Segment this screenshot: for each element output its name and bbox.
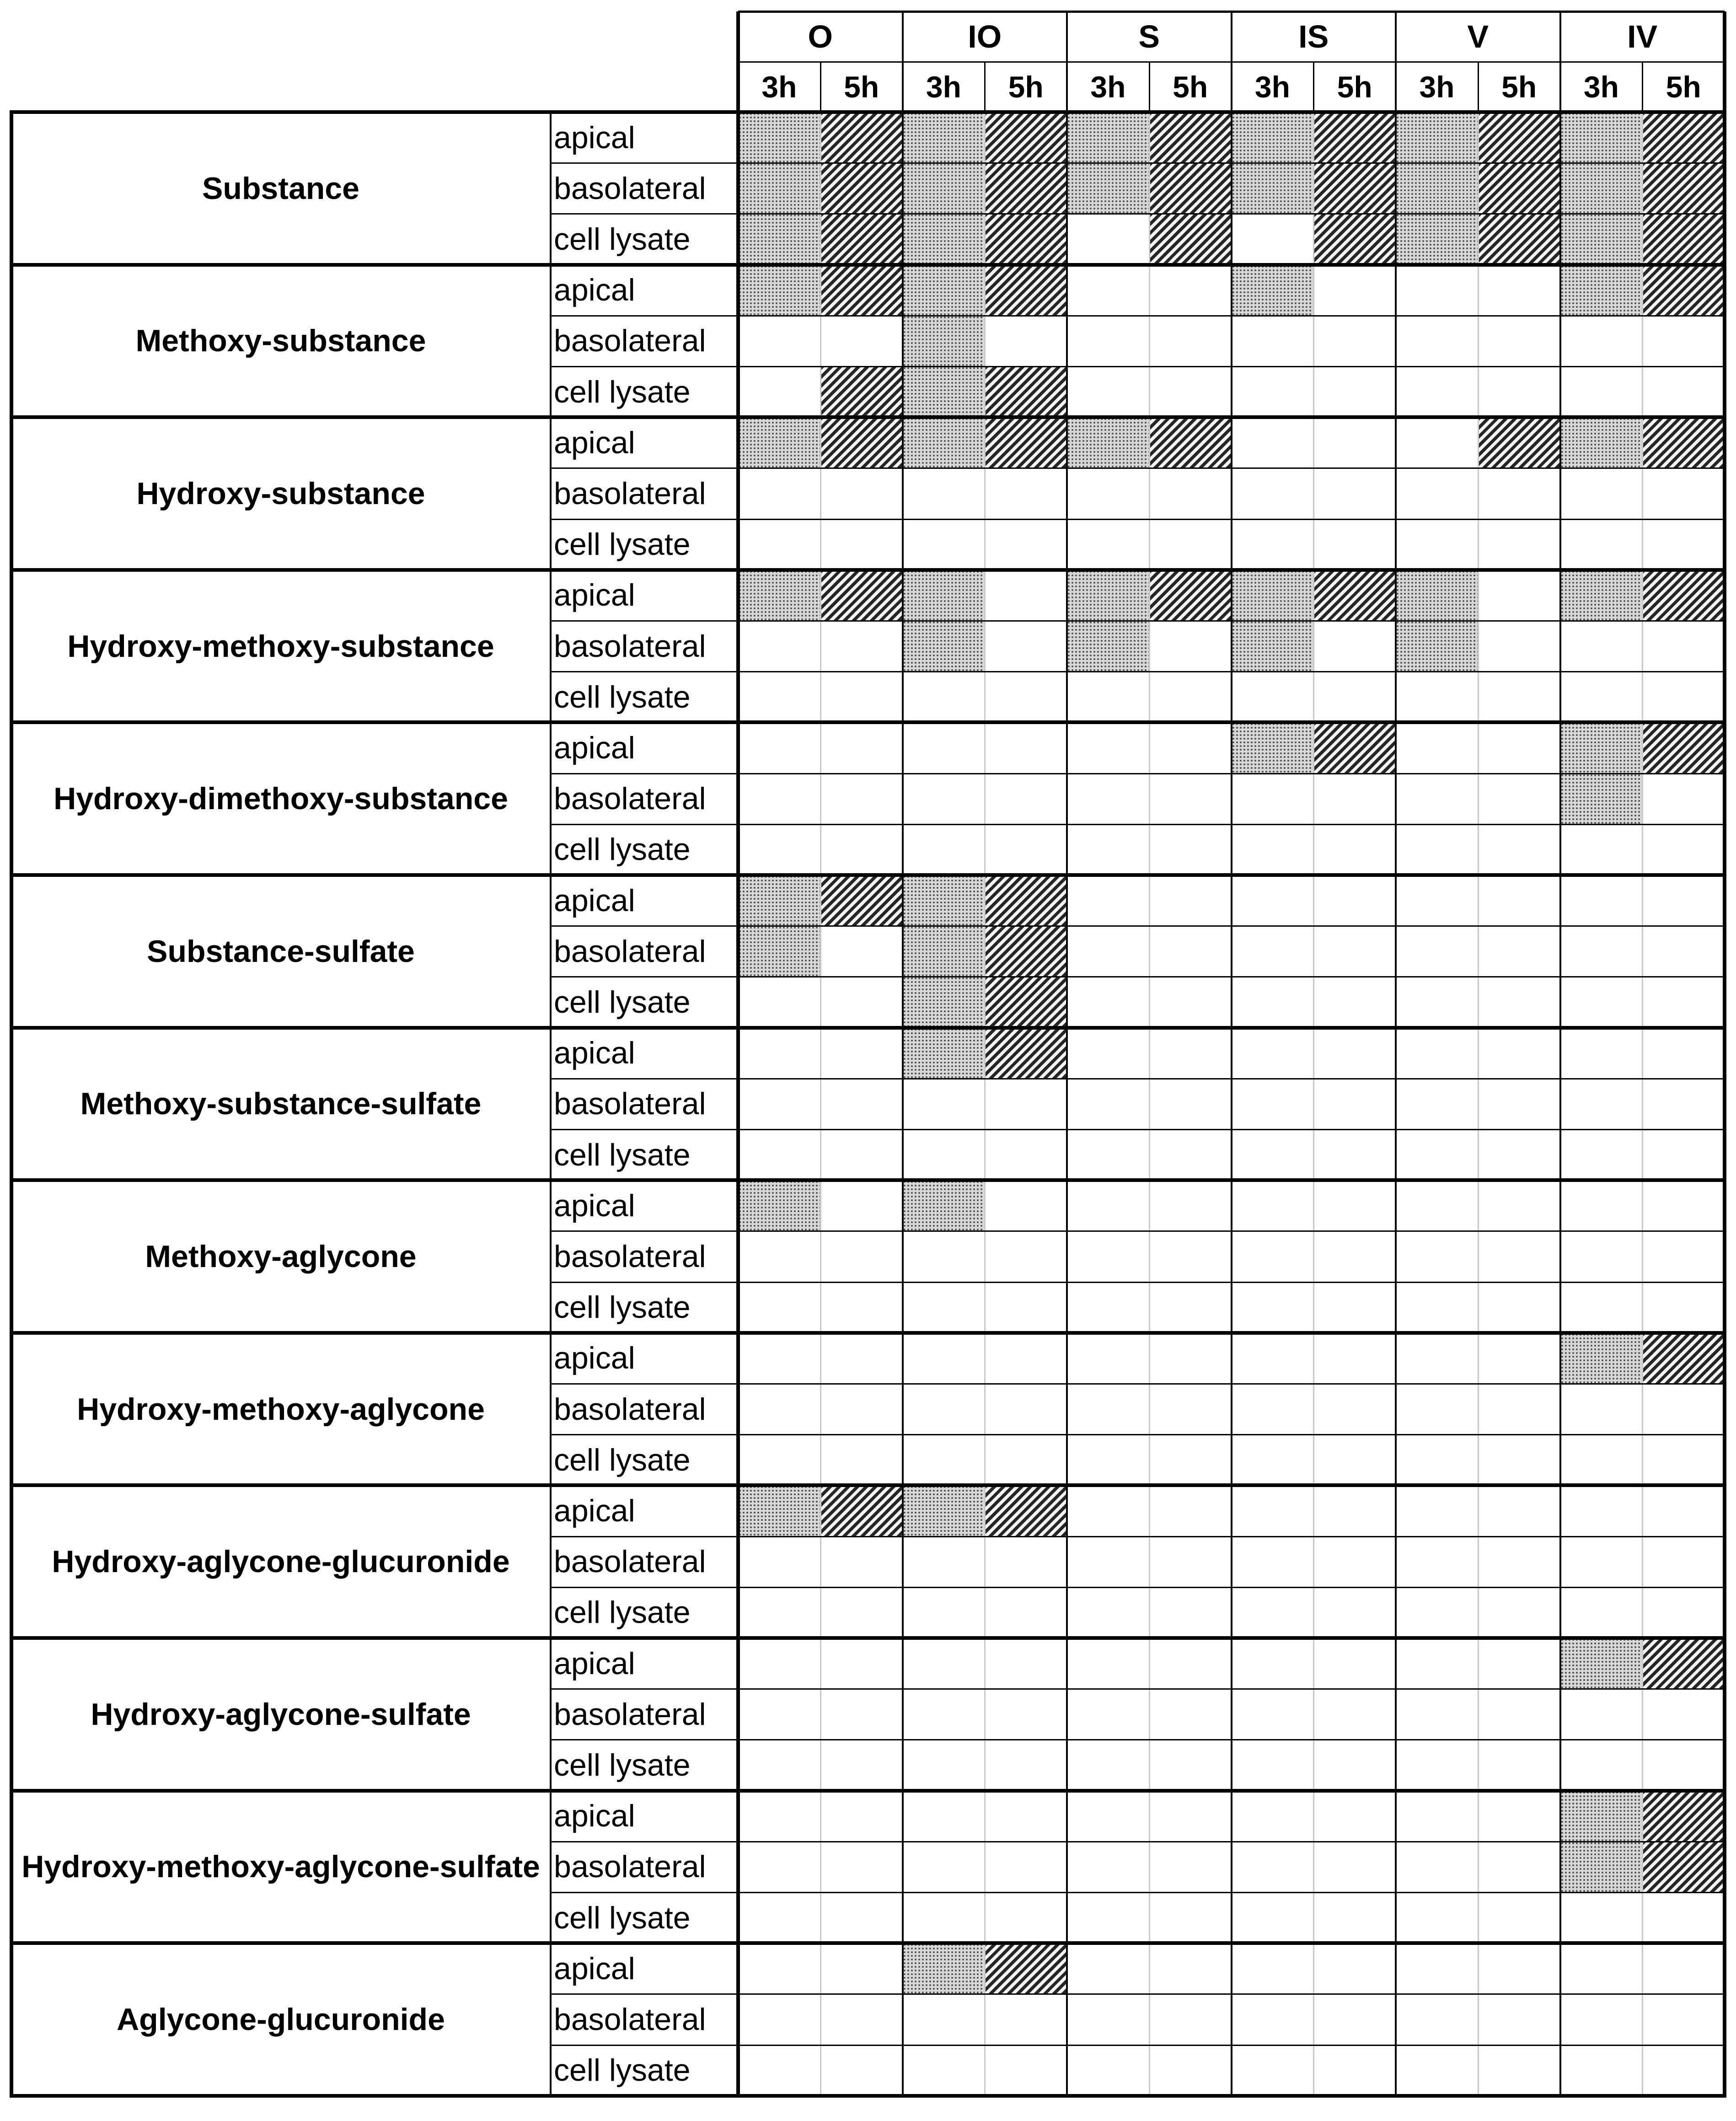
substance-name: Hydroxy-aglycone-glucuronide	[52, 1544, 510, 1579]
detection-cell-o-5h	[820, 570, 903, 621]
grid-line	[550, 1536, 1725, 1537]
time-header-iv-5h: 5h	[1666, 70, 1701, 104]
detection-cell-io-3h	[903, 1180, 985, 1231]
time-header-o-3h: 3h	[761, 70, 797, 104]
detection-cell-iv-3h	[1560, 1333, 1643, 1384]
detection-cell-io-5h	[985, 926, 1067, 977]
fraction-label: apical	[554, 1646, 635, 1681]
detection-cell-io-3h	[903, 570, 985, 621]
grid-line	[1231, 11, 1232, 2096]
fraction-label: apical	[554, 1799, 635, 1834]
grid-line	[738, 11, 1725, 13]
fraction-label: basolateral	[554, 1086, 706, 1122]
grid-line	[1313, 62, 1314, 112]
detection-cell-io-3h	[903, 265, 985, 316]
grid-line	[1313, 112, 1314, 2096]
fraction-label: basolateral	[554, 1697, 706, 1732]
detection-cell-v-3h	[1396, 621, 1478, 671]
grid-line	[550, 671, 1725, 672]
detection-cell-iv-5h	[1642, 570, 1725, 621]
detection-cell-io-3h	[903, 621, 985, 671]
detection-cell-is-3h	[1232, 112, 1314, 163]
detection-cell-o-3h	[738, 417, 820, 468]
grid-line	[550, 1841, 1725, 1842]
detection-cell-iv-3h	[1560, 163, 1643, 214]
fraction-label: cell lysate	[554, 1137, 691, 1172]
time-header-is-5h: 5h	[1337, 70, 1372, 104]
grid-line	[550, 773, 1725, 774]
detection-cell-iv-5h	[1642, 1638, 1725, 1689]
grid-line	[11, 110, 1726, 114]
substance-name: Substance-sulfate	[147, 934, 415, 969]
detection-cell-is-3h	[1232, 722, 1314, 773]
fraction-label: cell lysate	[554, 1900, 691, 1935]
grid-line	[11, 1636, 1726, 1640]
detection-cell-s-5h	[1149, 163, 1232, 214]
group-header-is: IS	[1298, 19, 1329, 54]
fraction-label: basolateral	[554, 1239, 706, 1274]
detection-cell-v-3h	[1396, 163, 1478, 214]
fraction-label: apical	[554, 1036, 635, 1071]
detection-cell-io-3h	[903, 163, 985, 214]
detection-cell-iv-5h	[1642, 214, 1725, 264]
detection-cell-o-3h	[738, 214, 820, 264]
detection-cell-io-3h	[903, 417, 985, 468]
detection-cell-io-5h	[985, 214, 1067, 264]
detection-cell-io-3h	[903, 977, 985, 1027]
detection-cell-io-5h	[985, 112, 1067, 163]
fraction-label: apical	[554, 578, 635, 613]
grid-line	[1149, 112, 1150, 2096]
grid-line	[550, 162, 1725, 164]
detection-cell-iv-5h	[1642, 163, 1725, 214]
fraction-label: basolateral	[554, 628, 706, 664]
detection-cell-iv-3h	[1560, 265, 1643, 316]
fraction-label: basolateral	[554, 1544, 706, 1579]
substance-name: Hydroxy-methoxy-substance	[67, 628, 494, 664]
detection-cell-iv-3h	[1560, 1842, 1643, 1892]
grid-line	[11, 1331, 1726, 1335]
substance-name: Hydroxy-methoxy-aglycone	[77, 1391, 485, 1427]
grid-line	[11, 1941, 1726, 1945]
grid-line	[1559, 11, 1561, 2096]
fraction-label: cell lysate	[554, 1747, 691, 1783]
detection-cell-v-3h	[1396, 112, 1478, 163]
detection-cell-iv-5h	[1642, 265, 1725, 316]
grid-line	[1066, 11, 1068, 2096]
detection-cell-iv-5h	[1642, 1791, 1725, 1842]
detection-cell-o-3h	[738, 1180, 820, 1231]
detection-cell-s-3h	[1067, 570, 1149, 621]
fraction-label: cell lysate	[554, 374, 691, 409]
detection-cell-o-5h	[820, 163, 903, 214]
time-header-io-5h: 5h	[1008, 70, 1044, 104]
grid-line	[820, 62, 821, 112]
detection-cell-io-3h	[903, 875, 985, 926]
detection-cell-o-5h	[820, 112, 903, 163]
detection-cell-o-5h	[820, 1485, 903, 1536]
grid-line	[550, 1282, 1725, 1283]
substance-name: Hydroxy-methoxy-aglycone-sulfate	[21, 1849, 540, 1885]
detection-cell-io-3h	[903, 1485, 985, 1536]
group-header-s: S	[1138, 19, 1160, 54]
grid-line	[1149, 62, 1150, 112]
detection-cell-io-5h	[985, 1943, 1067, 1994]
grid-line	[550, 1383, 1725, 1385]
substance-name: Methoxy-substance-sulfate	[80, 1086, 482, 1122]
detection-cell-io-5h	[985, 417, 1067, 468]
fraction-label: cell lysate	[554, 221, 691, 257]
grid-line	[1478, 62, 1479, 112]
detection-cell-iv-3h	[1560, 214, 1643, 264]
fraction-label: apical	[554, 1951, 635, 1986]
detection-cell-o-3h	[738, 875, 820, 926]
detection-cell-io-5h	[985, 875, 1067, 926]
detection-cell-io-3h	[903, 1028, 985, 1079]
detection-cell-io-5h	[985, 1485, 1067, 1536]
fraction-label: basolateral	[554, 171, 706, 206]
detection-cell-is-5h	[1313, 214, 1396, 264]
detection-cell-is-3h	[1232, 621, 1314, 671]
grid-line	[738, 61, 1725, 63]
fraction-label: cell lysate	[554, 984, 691, 1020]
detection-cell-iv-3h	[1560, 417, 1643, 468]
grid-line	[550, 315, 1725, 317]
grid-line	[550, 1739, 1725, 1740]
time-header-io-3h: 3h	[926, 70, 961, 104]
detection-cell-io-3h	[903, 366, 985, 417]
detection-cell-io-5h	[985, 1028, 1067, 1079]
fraction-label: apical	[554, 883, 635, 918]
grid-line	[550, 467, 1725, 469]
detection-cell-v-5h	[1478, 417, 1560, 468]
substance-name: Substance	[202, 171, 359, 206]
fraction-label: basolateral	[554, 934, 706, 969]
detection-cell-iv-5h	[1642, 1842, 1725, 1892]
detection-cell-o-5h	[820, 366, 903, 417]
fraction-label: cell lysate	[554, 1595, 691, 1630]
detection-cell-iv-3h	[1560, 112, 1643, 163]
detection-cell-is-5h	[1313, 163, 1396, 214]
grid-line	[1642, 62, 1643, 112]
detection-cell-o-5h	[820, 417, 903, 468]
detection-cell-iv-5h	[1642, 1333, 1725, 1384]
group-header-io: IO	[968, 19, 1002, 54]
time-header-s-5h: 5h	[1173, 70, 1208, 104]
detection-cell-iv-3h	[1560, 773, 1643, 824]
grid-line	[11, 568, 1726, 572]
fraction-label: cell lysate	[554, 1442, 691, 1477]
grid-line	[11, 873, 1726, 877]
grid-line	[1723, 11, 1726, 2096]
grid-line	[550, 213, 1725, 215]
fraction-label: apical	[554, 425, 635, 460]
detection-cell-iv-3h	[1560, 722, 1643, 773]
detection-cell-io-5h	[985, 163, 1067, 214]
time-header-v-5h: 5h	[1501, 70, 1537, 104]
grid-line	[550, 620, 1725, 622]
time-header-v-3h: 3h	[1419, 70, 1455, 104]
fraction-label: basolateral	[554, 323, 706, 359]
grid-line	[11, 1026, 1726, 1030]
detection-cell-s-3h	[1067, 621, 1149, 671]
detection-cell-is-3h	[1232, 265, 1314, 316]
fraction-label: cell lysate	[554, 527, 691, 562]
detection-cell-io-5h	[985, 977, 1067, 1027]
grid-line	[11, 1178, 1726, 1182]
detection-cell-s-5h	[1149, 214, 1232, 264]
detection-cell-is-3h	[1232, 570, 1314, 621]
detection-cell-iv-5h	[1642, 722, 1725, 773]
fraction-label: apical	[554, 1341, 635, 1376]
grid-line	[11, 1789, 1726, 1793]
detection-cell-o-3h	[738, 926, 820, 977]
detection-cell-is-5h	[1313, 722, 1396, 773]
detection-cell-s-5h	[1149, 112, 1232, 163]
time-header-s-3h: 3h	[1090, 70, 1126, 104]
substance-name: Hydroxy-substance	[136, 476, 425, 511]
grid-line	[550, 1892, 1725, 1893]
detection-cell-iv-3h	[1560, 1638, 1643, 1689]
detection-cell-o-5h	[820, 214, 903, 264]
grid-line	[550, 112, 552, 2096]
grid-line	[902, 11, 904, 2096]
grid-line	[550, 1587, 1725, 1588]
detection-cell-is-5h	[1313, 112, 1396, 163]
detection-cell-o-3h	[738, 163, 820, 214]
detection-cell-v-5h	[1478, 112, 1560, 163]
detection-cell-s-5h	[1149, 570, 1232, 621]
grid-line	[550, 2045, 1725, 2046]
fraction-label: apical	[554, 730, 635, 765]
grid-line	[1478, 112, 1479, 2096]
detection-cell-s-3h	[1067, 112, 1149, 163]
grid-line	[820, 112, 821, 2096]
detection-cell-iv-3h	[1560, 570, 1643, 621]
detection-cell-o-3h	[738, 112, 820, 163]
detection-cell-v-3h	[1396, 214, 1478, 264]
grid-line	[550, 1230, 1725, 1232]
fraction-label: basolateral	[554, 781, 706, 816]
fraction-label: basolateral	[554, 2002, 706, 2037]
fraction-label: cell lysate	[554, 2053, 691, 2088]
detection-cell-o-3h	[738, 265, 820, 316]
group-header-iv: IV	[1627, 19, 1658, 54]
fraction-label: apical	[554, 1188, 635, 1223]
substance-name: Methoxy-substance	[135, 323, 426, 359]
fraction-label: apical	[554, 1493, 635, 1528]
detection-cell-v-5h	[1478, 163, 1560, 214]
substance-name: Hydroxy-dimethoxy-substance	[54, 781, 508, 816]
fraction-label: apical	[554, 273, 635, 308]
fraction-label: cell lysate	[554, 832, 691, 867]
grid-line	[550, 824, 1725, 825]
detection-cell-io-3h	[903, 1943, 985, 1994]
detection-cell-s-3h	[1067, 163, 1149, 214]
detection-cell-is-3h	[1232, 163, 1314, 214]
grid-line	[550, 1434, 1725, 1435]
detection-cell-io-3h	[903, 112, 985, 163]
detection-cell-o-5h	[820, 875, 903, 926]
fraction-label: basolateral	[554, 1391, 706, 1427]
detection-cell-s-3h	[1067, 417, 1149, 468]
grid-line	[10, 110, 13, 2098]
detection-cell-io-5h	[985, 265, 1067, 316]
time-header-o-5h: 5h	[844, 70, 879, 104]
grid-line	[984, 62, 986, 112]
grid-line	[550, 925, 1725, 927]
group-header-o: O	[808, 19, 833, 54]
fraction-label: basolateral	[554, 1849, 706, 1885]
detection-cell-o-3h	[738, 1485, 820, 1536]
detection-cell-iv-3h	[1560, 1791, 1643, 1842]
grid-line	[11, 415, 1726, 419]
grid-line	[550, 366, 1725, 367]
grid-line	[550, 1129, 1725, 1130]
detection-cell-io-3h	[903, 214, 985, 264]
time-header-iv-3h: 3h	[1583, 70, 1619, 104]
grid-line	[1395, 11, 1397, 2096]
detection-cell-o-5h	[820, 265, 903, 316]
grid-line	[736, 11, 740, 2096]
grid-line	[550, 519, 1725, 520]
grid-line	[550, 1078, 1725, 1079]
detection-cell-io-5h	[985, 366, 1067, 417]
detection-cell-io-3h	[903, 316, 985, 366]
time-header-is-3h: 3h	[1254, 70, 1290, 104]
fraction-label: apical	[554, 120, 635, 155]
detection-cell-iv-5h	[1642, 417, 1725, 468]
detection-cell-v-5h	[1478, 214, 1560, 264]
detection-cell-v-3h	[1396, 570, 1478, 621]
fraction-label: cell lysate	[554, 1290, 691, 1325]
grid-line	[11, 263, 1726, 267]
grid-line	[1642, 112, 1643, 2096]
substance-name: Methoxy-aglycone	[145, 1239, 417, 1274]
detection-cell-o-3h	[738, 570, 820, 621]
detection-cell-is-5h	[1313, 570, 1396, 621]
grid-line	[11, 1483, 1726, 1487]
substance-name: Hydroxy-aglycone-sulfate	[91, 1697, 471, 1732]
grid-line	[550, 1688, 1725, 1690]
detection-cell-io-3h	[903, 926, 985, 977]
substance-name: Aglycone-glucuronide	[117, 2002, 445, 2037]
grid-line	[550, 976, 1725, 977]
grid-line	[11, 720, 1726, 724]
fraction-label: basolateral	[554, 476, 706, 511]
fraction-label: cell lysate	[554, 679, 691, 714]
grid-line	[11, 2094, 1726, 2098]
grid-line	[984, 112, 986, 2096]
group-header-v: V	[1467, 19, 1489, 54]
detection-cell-s-5h	[1149, 417, 1232, 468]
detection-cell-iv-5h	[1642, 112, 1725, 163]
grid-line	[550, 1993, 1725, 1995]
